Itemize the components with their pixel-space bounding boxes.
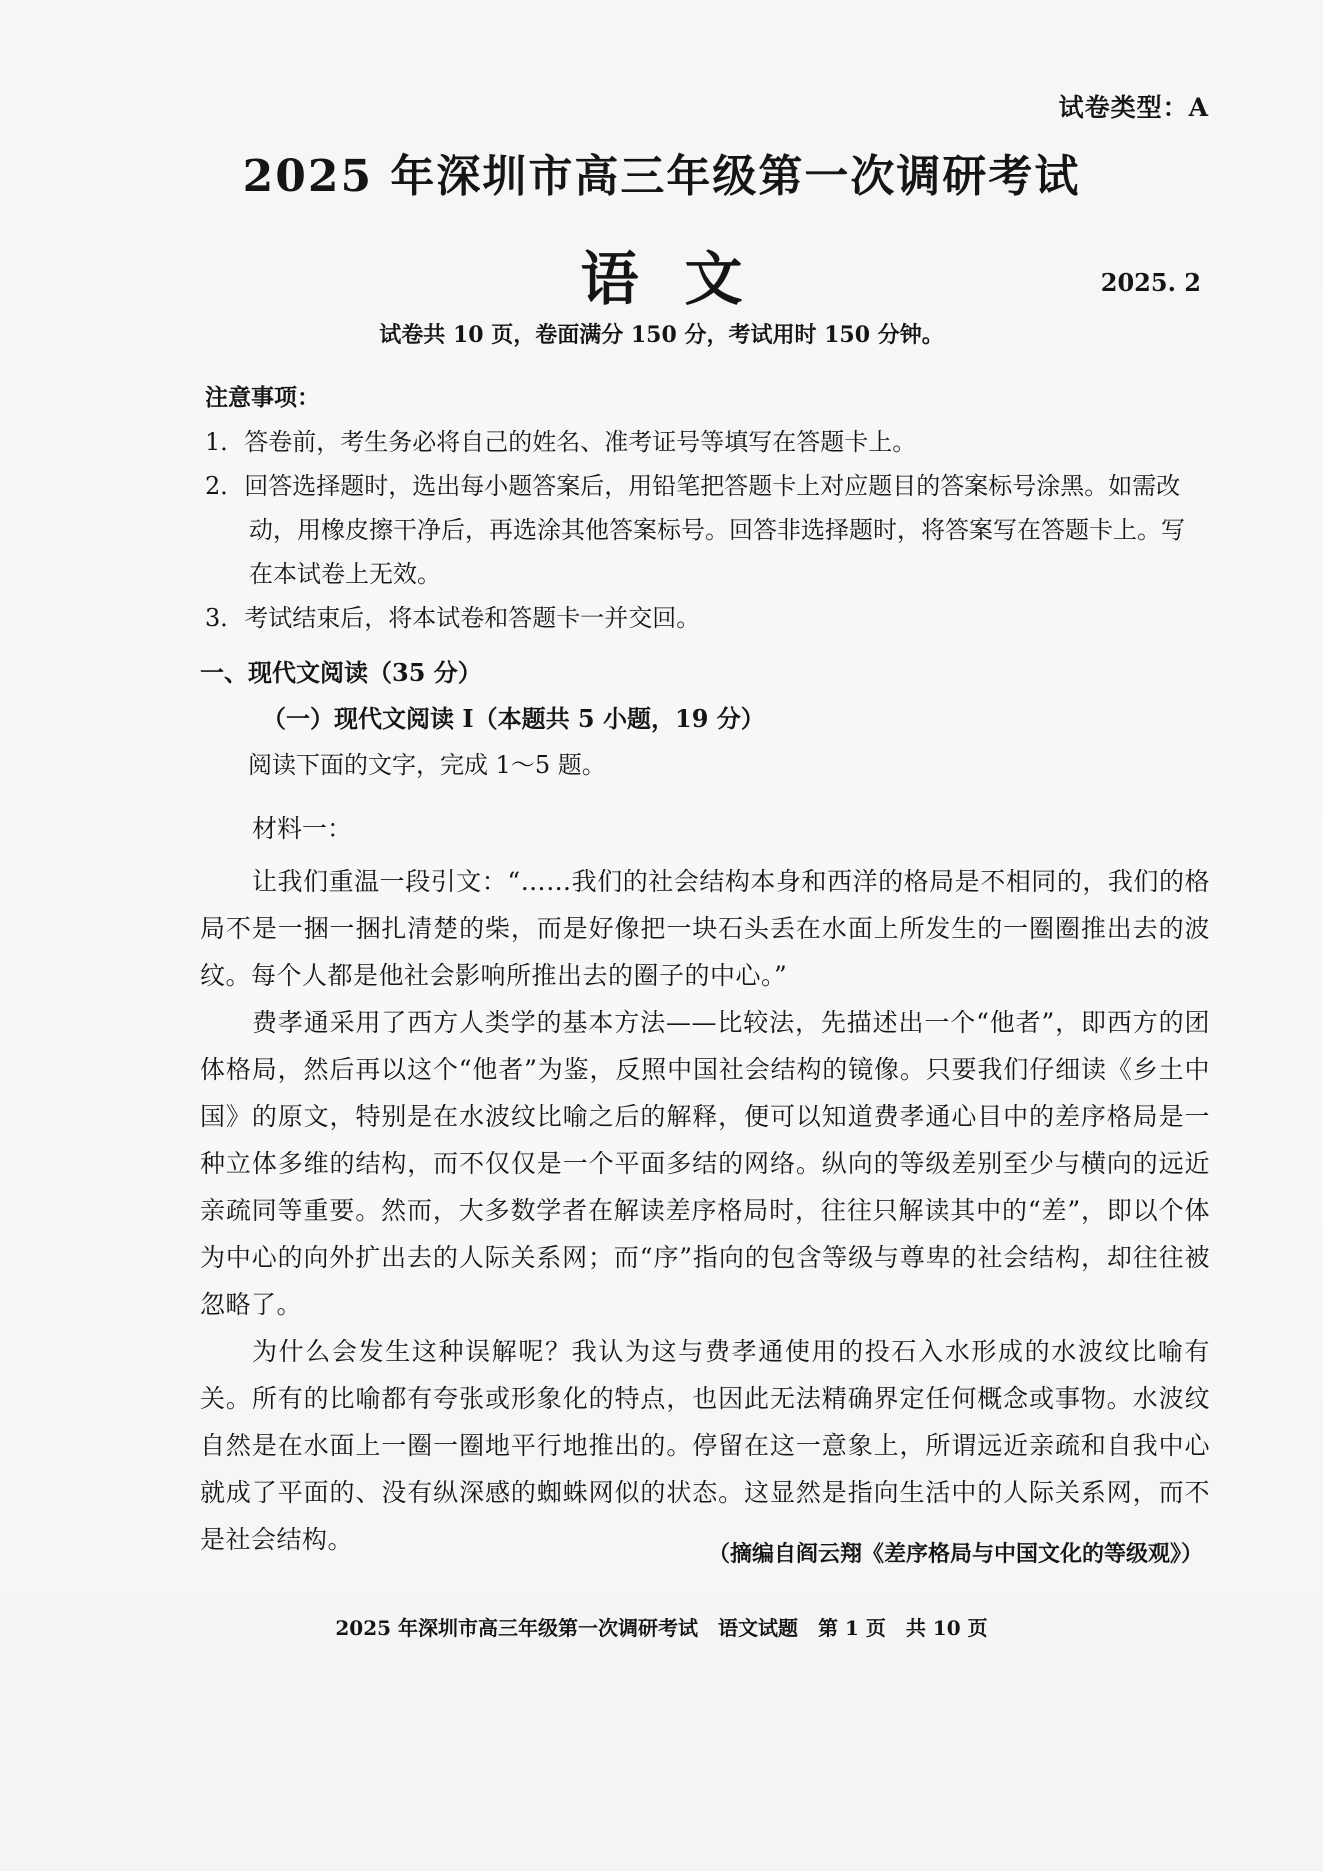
material-source: （摘编自阎云翔《差序格局与中国文化的等级观》） bbox=[707, 1541, 1203, 1567]
subsection-title: （一）现代文阅读 I（本题共 5 小题，19 分） bbox=[262, 704, 765, 733]
notice-item: 3．考试结束后，将本试卷和答题卡一并交回。 bbox=[205, 604, 701, 632]
notice-block bbox=[205, 376, 1205, 640]
paper-type-label: 试卷类型：A bbox=[1058, 93, 1209, 122]
exam-title: 2025 年深圳市高三年级第一次调研考试 bbox=[242, 151, 1081, 202]
section-block bbox=[200, 650, 1220, 788]
notice-item: 1．答卷前，考生务必将自己的姓名、准考证号等填写在答题卡上。 bbox=[205, 428, 917, 456]
reading-instruction: 阅读下面的文字，完成 1～5 题。 bbox=[248, 751, 606, 779]
material-paragraph: 让我们重温一段引文：“……我们的社会结构本身和西洋的格局是不相同的，我们的格局不是一捆一捆扎清楚的柴，而是好像把一块石头丢在水面上所发生的一圈圈推出去的波纹。每个人都是他社会影响所推出去的圈子的中心。” bbox=[200, 867, 1210, 990]
notice-heading: 注意事项： bbox=[205, 384, 320, 411]
exam-info: 试卷共 10 页，卷面满分 150 分，考试用时 150 分钟。 bbox=[379, 322, 944, 348]
subject-title: 语文 bbox=[580, 245, 789, 313]
notice-item: 2．回答选择题时，选出每小题答案后，用铅笔把答题卡上对应题目的答案标号涂黑。如需改动，用橡皮擦干净后，再选涂其他答案标号。回答非选择题时，将答案写在答题卡上。写在本试卷上无效。 bbox=[205, 472, 1185, 588]
material-paragraph: 为什么会发生这种误解呢？我认为这与费孝通使用的投石入水形成的水波纹比喻有关。所有的比喻都有夸张或形象化的特点，也因此无法精确界定任何概念或事物。水波纹自然是在水面上一圈一圈地平行地推出的。停留在这一意象上，所谓远近亲疏和自我中心就成了平面的、没有纵深感的蜘蛛网似的状态。这显然是指向生活中的人际关系网，而不是社会结构。 bbox=[200, 1337, 1210, 1554]
material-paragraph: 费孝通采用了西方人类学的基本方法——比较法，先描述出一个“他者”，即西方的团体格局，然后再以这个“他者”为鉴，反照中国社会结构的镜像。只要我们仔细读《乡土中国》的原文，特别是在水波纹比喻之后的解释，便可以知道费孝通心目中的差序格局是一种立体多维的结构，而不仅仅是一个平面多结的网络。纵向的等级差别至少与横向的远近亲疏同等重要。然而，大多数学者在解读差序格局时，往往只解读其中的“差”，即以个体为中心的向外扩出去的人际关系网；而“序”指向的包含等级与尊卑的社会结构，却往往被忽略了。 bbox=[200, 1008, 1210, 1319]
exam-date: 2025. 2 bbox=[1100, 268, 1201, 297]
section-title: 一、现代文阅读（35 分） bbox=[200, 658, 482, 687]
page-footer: 2025 年深圳市高三年级第一次调研考试 语文试题 第 1 页 共 10 页 bbox=[335, 1616, 988, 1640]
material-label: 材料一： bbox=[252, 814, 353, 843]
material-one bbox=[200, 805, 1210, 1563]
